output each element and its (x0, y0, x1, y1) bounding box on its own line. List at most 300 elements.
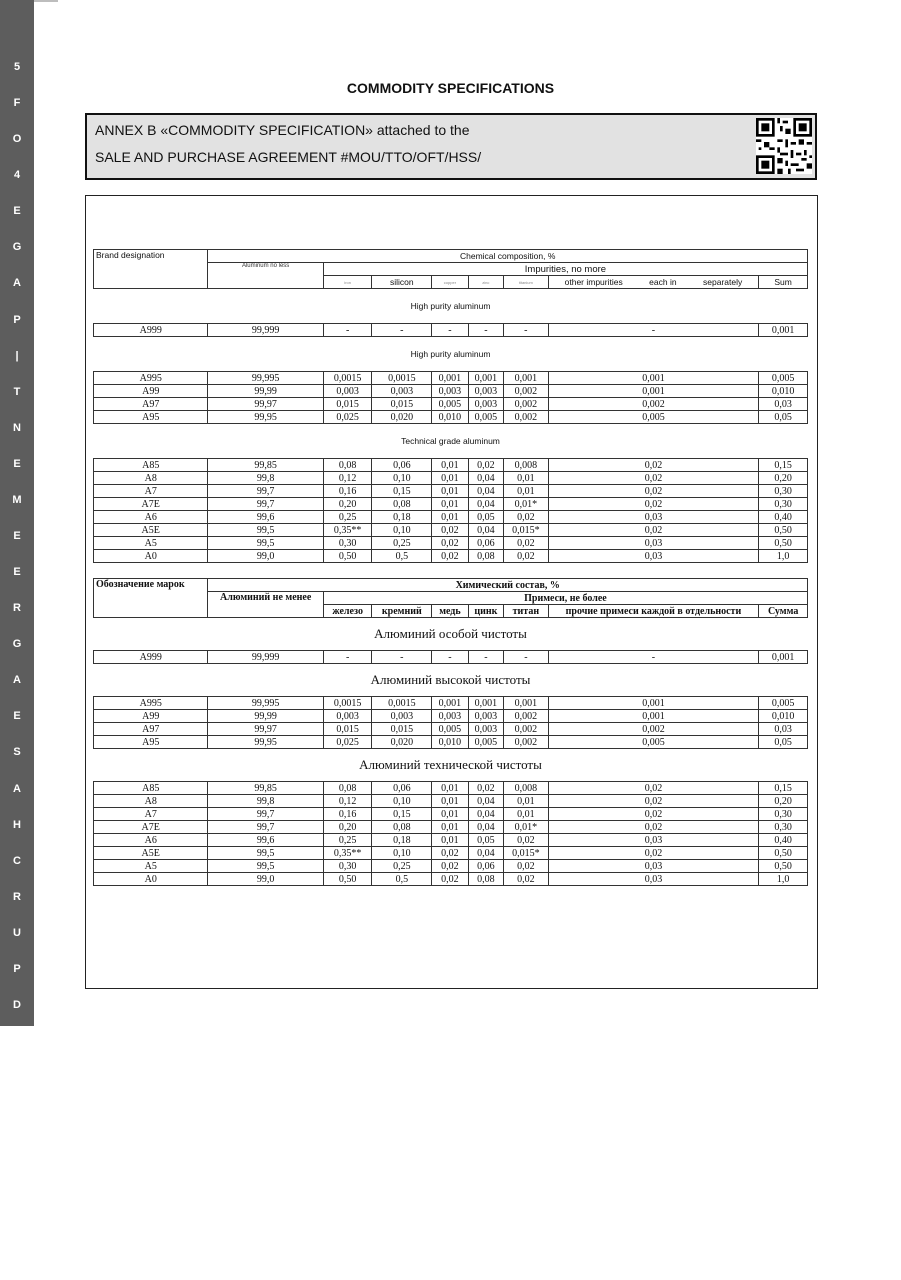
table-cell: 0,03 (548, 511, 759, 524)
sidebar-letter: A (13, 277, 21, 289)
sidebar-letter: T (13, 386, 21, 398)
table-cell: 0,001 (504, 697, 549, 710)
section-heading: High purity aluminum (94, 337, 808, 372)
sidebar-letter: N (13, 422, 21, 434)
table-cell: 0,35** (323, 524, 372, 537)
section-heading: Алюминий особой чистоты (94, 618, 808, 651)
table-cell: 0,008 (504, 459, 549, 472)
impurities-header: Impurities, no more (323, 263, 807, 276)
table-cell: 0,02 (548, 821, 759, 834)
sidebar-letter: C (13, 855, 21, 867)
table-cell: 0,01 (432, 782, 468, 795)
table-cell: 0,020 (372, 411, 432, 424)
table-cell: 99,97 (208, 398, 323, 411)
table-cell: 0,18 (372, 834, 432, 847)
table-row (94, 459, 808, 472)
table-cell: 99,999 (208, 324, 323, 337)
table-cell: 0,02 (432, 524, 468, 537)
table-cell: 0,30 (759, 821, 808, 834)
copper-header: copper (432, 276, 468, 289)
copper-header: медь (432, 605, 468, 618)
table-cell: 0,04 (468, 795, 503, 808)
table-cell: 0,50 (323, 873, 372, 886)
table-cell: 0,08 (468, 550, 503, 563)
table-cell: 0,01 (432, 472, 468, 485)
section-heading: Technical grade aluminum (94, 424, 808, 459)
sidebar-letter: R (13, 891, 21, 903)
table-row (94, 524, 808, 537)
table-row (94, 873, 808, 886)
table-cell: 0,005 (759, 372, 808, 385)
chem-header: Chemical composition, % (208, 250, 808, 263)
sidebar-letter: P (13, 314, 21, 326)
sidebar-letter: O (12, 133, 22, 145)
table-cell: 99,8 (208, 795, 323, 808)
table-cell: 0,003 (468, 385, 503, 398)
table-cell: 0,25 (372, 860, 432, 873)
table-cell: 0,02 (548, 847, 759, 860)
table-row (94, 723, 808, 736)
sidebar-letter: A (13, 674, 21, 686)
table-row (94, 860, 808, 873)
table-cell: 0,35** (323, 847, 372, 860)
sidebar-letter: U (13, 927, 21, 939)
separately-label: separately (703, 277, 743, 287)
table-cell: 0,16 (323, 485, 372, 498)
table-cell: 0,02 (432, 860, 468, 873)
russian-spec-table (93, 578, 808, 886)
table-row (94, 372, 808, 385)
table-cell: 0,08 (468, 873, 503, 886)
table-cell: 0,10 (372, 795, 432, 808)
table-cell: 0,001 (468, 372, 503, 385)
table-cell: 0,003 (323, 710, 372, 723)
table-cell: 0,04 (468, 498, 503, 511)
table-cell: 0,50 (759, 537, 808, 550)
table-cell: 0,003 (372, 385, 432, 398)
table-cell: 0,01 (432, 834, 468, 847)
other-impurities-header (548, 276, 759, 289)
table-cell: 0,001 (432, 372, 468, 385)
zinc-header: zinc (468, 276, 503, 289)
al-min-header: Алюминий не менее (208, 592, 323, 618)
table-cell: 0,002 (548, 398, 759, 411)
sidebar-letter: G (12, 638, 22, 650)
table-cell: 0,010 (432, 736, 468, 749)
table-cell: 0,01 (432, 459, 468, 472)
table-cell: 0,5 (372, 550, 432, 563)
sidebar-letter: 5 (13, 61, 21, 73)
table-cell: 99,97 (208, 723, 323, 736)
table-row (94, 847, 808, 860)
table-cell: - (548, 651, 759, 664)
table-cell: 0,001 (548, 697, 759, 710)
table-cell: 0,20 (323, 821, 372, 834)
table-cell: 0,010 (759, 710, 808, 723)
table-cell: 0,15 (372, 485, 432, 498)
table-cell: A99 (94, 385, 208, 398)
table-cell: 0,30 (323, 860, 372, 873)
table-cell: 0,25 (372, 537, 432, 550)
table-cell: 0,01 (432, 498, 468, 511)
annex-line-1: ANNEX B «COMMODITY SPECIFICATION» attached to the (95, 122, 470, 138)
table-cell: 0,08 (372, 821, 432, 834)
table-row (94, 710, 808, 723)
table-cell: 0,06 (372, 459, 432, 472)
iron-header: железо (323, 605, 372, 618)
sidebar-letter: S (13, 746, 21, 758)
table-cell: 0,50 (759, 847, 808, 860)
titanium-header: титан (504, 605, 549, 618)
sum-header: Sum (759, 276, 808, 289)
table-row (94, 324, 808, 337)
table-cell: A999 (94, 324, 208, 337)
table-cell: 0,025 (323, 411, 372, 424)
table-cell: 1,0 (759, 873, 808, 886)
table-cell: A8 (94, 795, 208, 808)
table-cell: A5 (94, 537, 208, 550)
al-min-header: Aluminum no less (208, 263, 323, 289)
table-cell: 0,20 (759, 472, 808, 485)
table-cell: 0,40 (759, 511, 808, 524)
table-cell: 0,015* (504, 847, 549, 860)
table-row (94, 736, 808, 749)
table-cell: 0,05 (468, 834, 503, 847)
table-cell: 0,005 (548, 736, 759, 749)
table-row (94, 411, 808, 424)
table-cell: 99,5 (208, 860, 323, 873)
table-cell: 0,02 (504, 511, 549, 524)
table-cell: 99,7 (208, 821, 323, 834)
table-row (94, 385, 808, 398)
table-row (94, 821, 808, 834)
table-cell: 0,003 (468, 710, 503, 723)
table-cell: 0,015 (323, 723, 372, 736)
table-cell: 0,01 (432, 821, 468, 834)
table-cell: 0,08 (372, 498, 432, 511)
table-cell: 0,02 (548, 472, 759, 485)
table-row (94, 550, 808, 563)
table-cell: 0,015 (323, 398, 372, 411)
table-cell: A995 (94, 697, 208, 710)
table-cell: 0,01 (432, 808, 468, 821)
table-row (94, 498, 808, 511)
sidebar-letter: E (13, 530, 21, 542)
table-cell: 0,005 (468, 411, 503, 424)
table-row (94, 651, 808, 664)
table-cell: 0,02 (548, 808, 759, 821)
table-cell: 0,005 (432, 723, 468, 736)
table-cell: - (372, 324, 432, 337)
table-cell: 0,01 (504, 472, 549, 485)
table-cell: A5 (94, 860, 208, 873)
table-cell: 99,99 (208, 385, 323, 398)
table-cell: 0,02 (548, 524, 759, 537)
table-cell: 0,003 (432, 710, 468, 723)
table-cell: A6 (94, 511, 208, 524)
table-cell: 99,7 (208, 485, 323, 498)
table-cell: - (504, 324, 549, 337)
other-label: other impurities (564, 277, 623, 287)
table-row (94, 511, 808, 524)
table-cell: - (372, 651, 432, 664)
table-cell: 0,01 (504, 795, 549, 808)
table-cell: A999 (94, 651, 208, 664)
table-cell: A99 (94, 710, 208, 723)
table-cell: 0,50 (323, 550, 372, 563)
sidebar-letter: F (13, 97, 21, 109)
table-cell: 0,10 (372, 524, 432, 537)
titanium-header: titanium (504, 276, 549, 289)
section-heading: Алюминий технической чистоты (94, 749, 808, 782)
table-cell: 0,002 (504, 710, 549, 723)
table-cell: 0,03 (548, 834, 759, 847)
table-cell: 99,6 (208, 511, 323, 524)
table-cell: 1,0 (759, 550, 808, 563)
table-cell: 0,20 (759, 795, 808, 808)
sidebar-letter: P (13, 963, 21, 975)
table-cell: - (323, 324, 372, 337)
table-cell: 0,02 (548, 498, 759, 511)
english-spec-table (93, 249, 808, 563)
table-cell: 0,010 (759, 385, 808, 398)
table-cell: 0,05 (759, 736, 808, 749)
table-cell: 0,05 (759, 411, 808, 424)
impurities-header: Примеси, не более (323, 592, 807, 605)
table-cell: 0,08 (323, 459, 372, 472)
table-cell: 0,40 (759, 834, 808, 847)
table-cell: 99,99 (208, 710, 323, 723)
table-cell: 99,7 (208, 808, 323, 821)
table-cell: 0,16 (323, 808, 372, 821)
qr-code-icon (756, 118, 812, 174)
silicon-header: кремний (372, 605, 432, 618)
sidebar-tab (34, 0, 58, 2)
table-cell: A5E (94, 524, 208, 537)
table-cell: 99,999 (208, 651, 323, 664)
table-cell: A0 (94, 550, 208, 563)
chem-header: Химический состав, % (208, 579, 808, 592)
table-cell: 0,01* (504, 821, 549, 834)
table-cell: 0,06 (468, 860, 503, 873)
table-cell: 0,0015 (323, 372, 372, 385)
sidebar-vertical-text (0, 0, 34, 1026)
table-cell: 0,005 (468, 736, 503, 749)
table-cell: 0,003 (323, 385, 372, 398)
table-cell: 0,015 (372, 723, 432, 736)
table-cell: A85 (94, 459, 208, 472)
table-cell: 0,10 (372, 847, 432, 860)
table-row (94, 485, 808, 498)
table-cell: 99,7 (208, 498, 323, 511)
table-cell: 99,8 (208, 472, 323, 485)
silicon-header: silicon (372, 276, 432, 289)
table-cell: 0,002 (548, 723, 759, 736)
sum-header: Сумма (759, 605, 808, 618)
table-cell: 0,015* (504, 524, 549, 537)
table-cell: 0,25 (323, 511, 372, 524)
table-row (94, 782, 808, 795)
table-cell: 0,03 (759, 398, 808, 411)
sidebar-letter: G (12, 241, 22, 253)
table-cell: 99,0 (208, 873, 323, 886)
table-cell: 0,06 (372, 782, 432, 795)
table-cell: 0,02 (548, 459, 759, 472)
table-cell: 0,08 (323, 782, 372, 795)
table-cell: 0,0015 (372, 372, 432, 385)
table-cell: 0,04 (468, 485, 503, 498)
table-cell: 0,02 (468, 782, 503, 795)
sidebar-letter: E (13, 205, 21, 217)
table-cell: 0,003 (468, 723, 503, 736)
table-cell: A7E (94, 821, 208, 834)
table-cell: 99,5 (208, 537, 323, 550)
table-cell: 99,5 (208, 524, 323, 537)
sidebar-letter: E (13, 710, 21, 722)
table-cell: 0,02 (432, 873, 468, 886)
table-cell: 0,12 (323, 472, 372, 485)
annex-line-2: SALE AND PURCHASE AGREEMENT #MOU/TTO/OFT/HSS/ (95, 149, 482, 165)
annex-box (85, 113, 817, 180)
table-cell: 0,04 (468, 821, 503, 834)
table-row (94, 472, 808, 485)
table-cell: 0,008 (504, 782, 549, 795)
table-cell: A995 (94, 372, 208, 385)
sidebar-letter: A (13, 783, 21, 795)
table-cell: 0,01 (504, 485, 549, 498)
section-heading: High purity aluminum (94, 289, 808, 324)
table-cell: A6 (94, 834, 208, 847)
brand-header: Обозначение марок (94, 579, 208, 618)
table-cell: 0,003 (432, 385, 468, 398)
section-heading: Алюминий высокой чистоты (94, 664, 808, 697)
table-cell: A7E (94, 498, 208, 511)
table-row (94, 697, 808, 710)
table-cell: A95 (94, 411, 208, 424)
table-cell: 0,12 (323, 795, 372, 808)
table-cell: 0,01 (432, 485, 468, 498)
table-cell: 0,30 (759, 485, 808, 498)
table-cell: 0,005 (759, 697, 808, 710)
table-cell: A0 (94, 873, 208, 886)
table-cell: 0,02 (548, 485, 759, 498)
table-cell: 0,02 (504, 834, 549, 847)
table-cell: A7 (94, 485, 208, 498)
table-cell: 0,010 (432, 411, 468, 424)
table-cell: 0,30 (759, 808, 808, 821)
table-cell: 0,15 (372, 808, 432, 821)
table-cell: 0,02 (504, 873, 549, 886)
table-cell: 0,02 (432, 537, 468, 550)
table-cell: 0,0015 (323, 697, 372, 710)
table-cell: 0,04 (468, 472, 503, 485)
table-cell: 0,02 (504, 537, 549, 550)
sidebar-letter: E (13, 458, 21, 470)
each-in-label: each in (649, 277, 677, 287)
table-cell: 99,85 (208, 459, 323, 472)
table-cell: 0,02 (548, 782, 759, 795)
page-title: COMMODITY SPECIFICATIONS (346, 80, 555, 96)
table-cell: 0,005 (432, 398, 468, 411)
table-cell: 0,02 (432, 550, 468, 563)
table-cell: 99,95 (208, 736, 323, 749)
table-cell: 99,6 (208, 834, 323, 847)
table-cell: 99,995 (208, 697, 323, 710)
table-cell: 0,04 (468, 847, 503, 860)
table-cell: 0,30 (759, 498, 808, 511)
table-cell: 0,20 (323, 498, 372, 511)
table-cell: 0,01* (504, 498, 549, 511)
table-row (94, 834, 808, 847)
table-cell: 0,001 (468, 697, 503, 710)
table-cell: - (504, 651, 549, 664)
table-cell: - (548, 324, 759, 337)
table-cell: 0,015 (372, 398, 432, 411)
table-cell: 99,995 (208, 372, 323, 385)
table-cell: A7 (94, 808, 208, 821)
brand-header: Brand designation (94, 250, 208, 289)
table-cell: 0,30 (323, 537, 372, 550)
table-cell: A85 (94, 782, 208, 795)
table-cell: 99,0 (208, 550, 323, 563)
table-cell: - (468, 651, 503, 664)
table-cell: 0,003 (372, 710, 432, 723)
table-cell: 0,04 (468, 524, 503, 537)
table-cell: 0,03 (548, 860, 759, 873)
table-cell: - (468, 324, 503, 337)
table-cell: 0,003 (468, 398, 503, 411)
table-cell: 0,002 (504, 736, 549, 749)
table-cell: 0,01 (432, 511, 468, 524)
sidebar-letter: 4 (13, 169, 21, 181)
table-cell: 0,002 (504, 398, 549, 411)
sidebar-letter: H (13, 819, 21, 831)
table-row (94, 398, 808, 411)
sidebar-letter: D (13, 999, 21, 1011)
table-cell: 0,18 (372, 511, 432, 524)
table-cell: 0,01 (504, 808, 549, 821)
table-cell: 0,002 (504, 723, 549, 736)
table-row (94, 537, 808, 550)
table-cell: 0,01 (432, 795, 468, 808)
table-cell: 99,95 (208, 411, 323, 424)
table-cell: - (432, 324, 468, 337)
table-cell: 0,001 (548, 372, 759, 385)
table-cell: 0,02 (548, 795, 759, 808)
table-cell: 0,02 (468, 459, 503, 472)
table-cell: 0,05 (468, 511, 503, 524)
table-cell: 0,020 (372, 736, 432, 749)
table-cell: A5E (94, 847, 208, 860)
table-cell: 0,10 (372, 472, 432, 485)
table-cell: 0,03 (548, 537, 759, 550)
table-cell: - (432, 651, 468, 664)
table-cell: 0,001 (548, 385, 759, 398)
table-cell: A95 (94, 736, 208, 749)
table-cell: 0,001 (432, 697, 468, 710)
table-cell: 0,0015 (372, 697, 432, 710)
table-cell: 0,02 (504, 860, 549, 873)
table-cell: 0,50 (759, 860, 808, 873)
table-cell: 0,5 (372, 873, 432, 886)
other-impurities-header: прочие примеси каждой в отдельности (548, 605, 759, 618)
table-cell: 99,5 (208, 847, 323, 860)
table-cell: 0,06 (468, 537, 503, 550)
table-cell: 0,001 (548, 710, 759, 723)
table-cell: 0,03 (759, 723, 808, 736)
sidebar-letter: R (13, 602, 21, 614)
table-cell: 0,04 (468, 808, 503, 821)
